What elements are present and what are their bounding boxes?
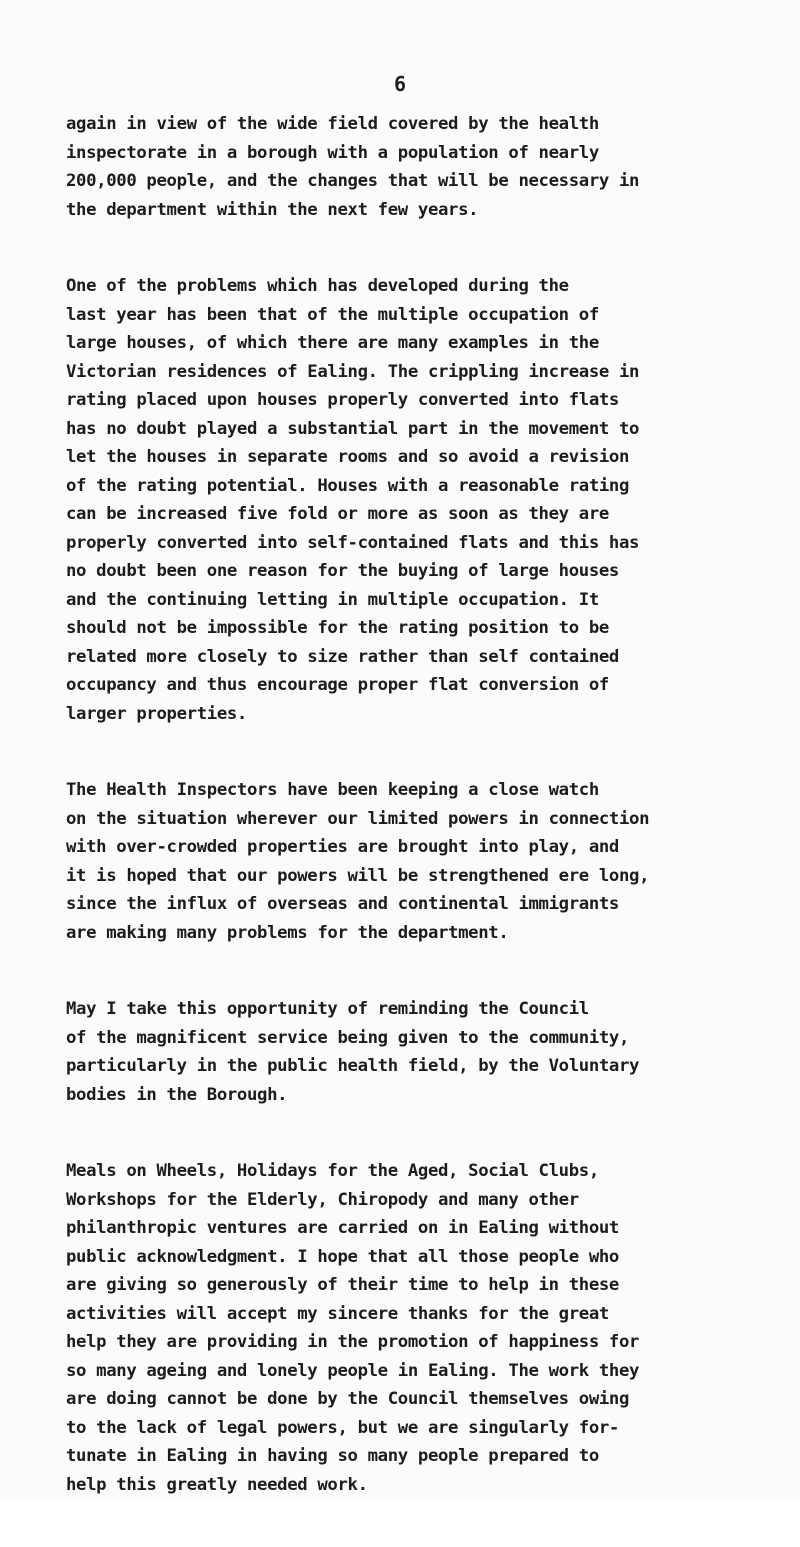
text-line: since the influx of overseas and continental immigrants xyxy=(66,894,619,914)
text-line: it is hoped that our powers will be strengthened ere long, xyxy=(66,865,650,886)
paragraph xyxy=(66,776,756,947)
text-line: of the magnificent service being given to the community, xyxy=(66,1027,630,1048)
text-line: to the lack of legal powers, but we are singularly for- xyxy=(66,1417,619,1438)
text-line: of the rating potential. Houses with a reasonable rating xyxy=(66,475,630,496)
text-line: activities will accept my sincere thanks for the great xyxy=(66,1303,609,1324)
text-line: can be increased five fold or more as soon as they are xyxy=(66,504,609,524)
text-line: properly converted into self-contained flats and this has xyxy=(66,532,640,553)
text-line: May I take this opportunity of reminding the Council xyxy=(66,999,589,1019)
text-line: and the continuing letting in multiple occupation. It xyxy=(66,589,599,610)
text-line: larger properties. xyxy=(66,703,247,724)
text-line: has no doubt played a substantial part in the movement to xyxy=(66,418,640,439)
text-line: philanthropic ventures are carried on in Ealing without xyxy=(66,1218,619,1238)
text-line: with over-crowded properties are brought into play, and xyxy=(66,837,619,857)
text-line: are giving so generously of their time to help in these xyxy=(66,1275,619,1295)
text-line: on the situation wherever our limited powers in connection xyxy=(66,808,650,829)
text-line: are making many problems for the department. xyxy=(66,922,509,943)
page-number: 6 xyxy=(393,72,407,96)
text-line: The Health Inspectors have been keeping a close watch xyxy=(66,780,599,800)
text-line: help this greatly needed work. xyxy=(66,1474,368,1495)
text-line: tunate in Ealing in having so many people prepared to xyxy=(66,1446,599,1466)
text-line: related more closely to size rather than self contained xyxy=(66,646,619,667)
text-line: occupancy and thus encourage proper flat conversion of xyxy=(66,675,609,695)
text-line: One of the problems which has developed during the xyxy=(66,276,569,296)
text-line: 200,000 people, and the changes that will be necessary in xyxy=(66,171,640,191)
text-line: large houses, of which there are many examples in the xyxy=(66,333,599,353)
text-line: let the houses in separate rooms and so avoid a revision xyxy=(66,447,630,467)
paragraph xyxy=(66,995,756,1109)
text-line: should not be impossible for the rating position to be xyxy=(66,618,609,638)
text-line: particularly in the public health field, by the Voluntary xyxy=(66,1056,640,1076)
paragraph xyxy=(66,1157,756,1499)
text-line: help they are providing in the promotion of happiness for xyxy=(66,1332,640,1352)
text-line: no doubt been one reason for the buying of large houses xyxy=(66,561,619,581)
text-line: are doing cannot be done by the Council themselves owing xyxy=(66,1389,630,1409)
text-line: the department within the next few years. xyxy=(66,199,479,220)
body-text xyxy=(66,110,756,1547)
text-line: so many ageing and lonely people in Ealing. The work they xyxy=(66,1360,640,1381)
text-line: Victorian residences of Ealing. The crippling increase in xyxy=(66,361,640,382)
text-line: Workshops for the Elderly, Chiropody and many other xyxy=(66,1189,579,1210)
paragraph xyxy=(66,110,756,224)
text-line: bodies in the Borough. xyxy=(66,1084,288,1105)
text-line: inspectorate in a borough with a population of nearly xyxy=(66,142,599,163)
paragraph xyxy=(66,272,756,728)
text-line: Meals on Wheels, Holidays for the Aged, Social Clubs, xyxy=(66,1161,599,1181)
text-line: rating placed upon houses properly converted into flats xyxy=(66,390,619,410)
text-line: last year has been that of the multiple occupation of xyxy=(66,304,599,325)
text-line: again in view of the wide field covered by the health xyxy=(66,114,599,134)
text-line: public acknowledgment. I hope that all those people who xyxy=(66,1246,619,1267)
